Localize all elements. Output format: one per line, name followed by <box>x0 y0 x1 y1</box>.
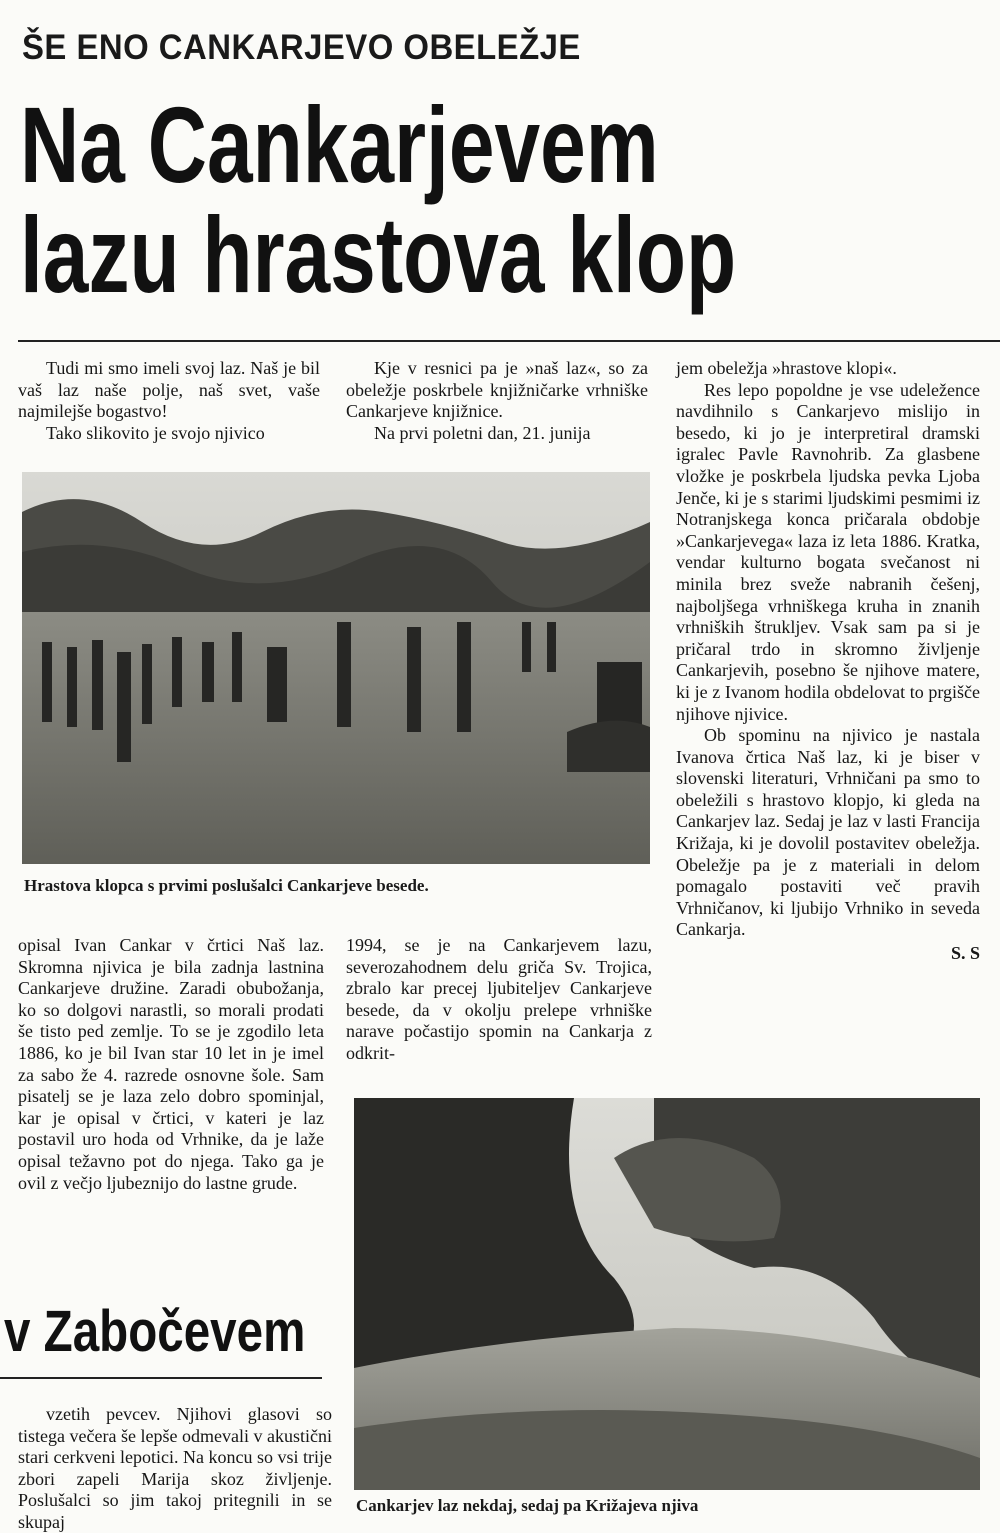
headline <box>20 84 737 315</box>
paragraph: vzetih pevcev. Njihovi glasovi so tistega večera še lepše odmevali v akustični stari cerkveni lepotici. Na koncu so vsi trije zbori zapeli Marija skoz življenje. Poslušalci so jim takoj pritegnili in se skupaj <box>18 1404 332 1532</box>
paragraph: Ob spominu na njivico je nastala Ivanova črtica Naš laz, ki je biser v slovenski literaturi, Vrhničani pa smo to obeležili s hrastovo klopjo, ki gleda na Cankarjev laz. Sedaj je laz v lasti Francija Križaja, ki je dovolil postavitev obeležja. Obeležje pa je z materiali in delom pomagalo postaviti več pravih Vrhničanov, ki ljubijo Vrhniko in seveda Cankarja. <box>676 725 980 940</box>
paragraph: Tudi mi smo imeli svoj laz. Naš je bil vaš laz naše polje, naš svet, vaše najmilejše bogastvo! <box>18 358 320 422</box>
photo-1-caption: Hrastova klopca s prvimi poslušalci Cankarjeve besede. <box>24 876 429 895</box>
photo-2-caption: Cankarjev laz nekdaj, sedaj pa Križajeva njiva <box>356 1496 699 1515</box>
photo-listeners-in-meadow <box>22 472 650 864</box>
paragraph: Res lepo popoldne je vse udeležence navdihnilo s Cankarjevo mislijo in besedo, ki jo je interpretiral dramski igralec Pavle Ravnohrib. Za glasbene vložke je poskrbela ljudska pevka Ljoba Jenče, ki je s starimi ljudskimi pesmimi iz Notranjskega konca pričarala obdobje »Cankarjevega« laza iz leta 1886. Kratka, vendar kulturno bogata svečanost ni minila brez sveže nabranih češenj, najboljšega vrhniškega kruha in znanih vrhniških štrukljev. Vsak sam pa si je pričaral trdo in skromno življenje Cankarjevih, posebno še njihove matere, ki je z Ivanom hodila obdelovat to prgišče njihove njivice. <box>676 379 980 724</box>
paragraph: opisal Ivan Cankar v črtici Naš laz. Skromna njivica je bila zadnja lastnina Cankarjeve družine. Zaradi obubožanja, ko so dolgovi narastli, so morali prodati še tisto ped zemlje. To se je zgodilo leta 1886, ko je bil Ivan star 10 let in je imel za sabo že 4. razrede osnovne šole. Sam pisatelj se je laza zelo dobro spominjal, kar je opisal v črtici, v kateri je laz postavil uro hoda od Vrhnike, da je laže opisal težavno pot do njega. Tako ga je ovil z večjo ljubeznijo do lastne grude. <box>18 935 324 1193</box>
author-signature: S. S <box>950 943 980 964</box>
paragraph: 1994, se je na Cankarjevem lazu, severozahodnem delu griča Sv. Trojica, zbralo kar precej ljubiteljev Cankarjeve besede, da v okolju prelepe vrhniške narave počastijo spomin na Cankarja z odkrit- <box>346 935 652 1063</box>
headline-line-2: lazu hrastova klop <box>20 194 737 315</box>
paragraph: Kje v resnici pa je »naš laz«, so za obeležje poskrbele knjižničarke vrhniške Cankarjeve knjižnice. <box>346 358 648 422</box>
column-1-bottom <box>18 935 324 1194</box>
paragraph: jem obeležja »hrastove klopi«. <box>676 358 897 378</box>
column-3 <box>676 358 980 965</box>
headline-line-1: Na Cankarjevem <box>20 84 659 205</box>
paragraph: Tako slikovito je svojo njivico <box>46 422 265 443</box>
column-1-top <box>18 358 320 444</box>
paragraph: Na prvi poletni dan, 21. junija <box>374 422 591 443</box>
photo-cankar-meadow <box>354 1098 980 1490</box>
sub-headline: v Zabočevem <box>4 1299 306 1364</box>
column-2-bottom <box>346 935 652 1065</box>
kicker-title: ŠE ENO CANKARJEVO OBELEŽJE <box>22 28 581 67</box>
sub-headline-rule <box>0 1377 322 1379</box>
sub-article-text <box>18 1404 332 1533</box>
headline-rule <box>18 340 1000 342</box>
column-2-top <box>346 358 648 444</box>
